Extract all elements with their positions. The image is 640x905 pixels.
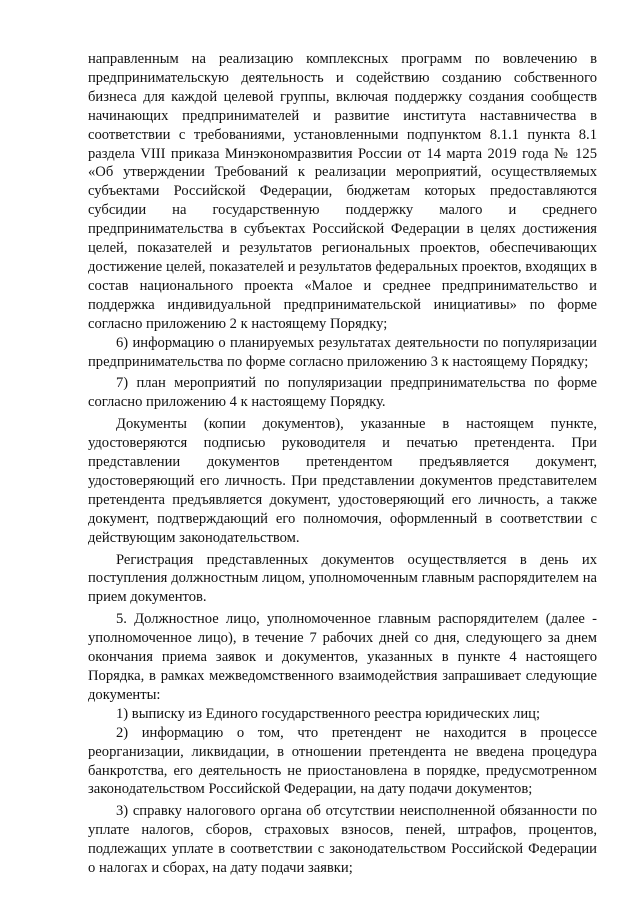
paragraph-continuation: направленным на реализацию комплексных программ по вовлечению в предпринимательскую деятельность и содействию созданию собственного бизнеса для каждой целевой группы, включая поддержку создания сообществ начинающих предпринимателей и развитие института наставничества в соответствии с требованиями, установленными подпунктом 8.1.1 пункта 8.1 раздела VIII приказа Минэкономразвития России от 14 марта 2019 года № 125 «Об утверждении Требований к реализации мероприятий, осуществляемых субъектами Российской Федерации, бюджетам которых предоставляются субсидии на государственную поддержку малого и среднего предпринимательства в субъектах Российской Федерации в целях достижения целей, показателей и результатов региональных проектов, обеспечивающих достижение целей, показателей и результатов федеральных проектов, входящих в состав национального проекта «Малое и среднее предпринимательство и поддержка индивидуальной предпринимательской инициативы» по форме согласно приложению 2 к настоящему Порядку; — [88, 51, 597, 332]
paragraph-point-5: 5. Должностное лицо, уполномоченное главным распорядителем (далее - уполномоченное лицо), в течение 7 рабочих дней со дня, следующего за днем окончания приема заявок и документов, указанных в пункте 4 настоящего Порядка, в рамках межведомственного взаимодействия запрашивает следующие документы: — [88, 611, 597, 703]
paragraph-subitem-2: 2) информацию о том, что претендент не находится в процессе реорганизации, ликвидации, в отношении претендента не введена процедура банкротства, его деятельность не приостановлена в порядке, предусмотренном законодательством Российской Федерации, на дату подачи документов; — [88, 724, 597, 798]
paragraph-item-7: 7) план мероприятий по популяризации предпринимательства по форме согласно приложению 4 к настоящему Порядку. — [88, 375, 597, 411]
document-page — [88, 50, 597, 878]
paragraph-registration: Регистрация представленных документов осуществляется в день их поступления должностным лицом, уполномоченным главным распорядителем на прием документов. — [88, 551, 597, 606]
paragraph-subitem-3: 3) справку налогового органа об отсутствии неисполненной обязанности по уплате налогов, сборов, страховых взносов, пеней, штрафов, процентов, подлежащих уплате в соответствии с законодательством Российской Федерации о налогах и сборах, на дату подачи заявки; — [88, 803, 597, 877]
paragraph-documents: Документы (копии документов), указанные в настоящем пункте, удостоверяются подписью руководителя и печатью претендента. При представлении документов претендентом предъявляется документ, удостоверяющий его личность. При представлении документов представителем претендента предъявляется документ, удостоверяющий его личность, а также документ, подтверждающий его полномочия, оформленный в соответствии с действующим законодательством. — [88, 416, 597, 546]
paragraph-subitem-1: 1) выписку из Единого государственного реестра юридических лиц; — [116, 705, 541, 722]
paragraph-item-6: 6) информацию о планируемых результатах деятельности по популяризации предпринимательства по форме согласно приложению 3 к настоящему Порядку; — [88, 334, 597, 370]
